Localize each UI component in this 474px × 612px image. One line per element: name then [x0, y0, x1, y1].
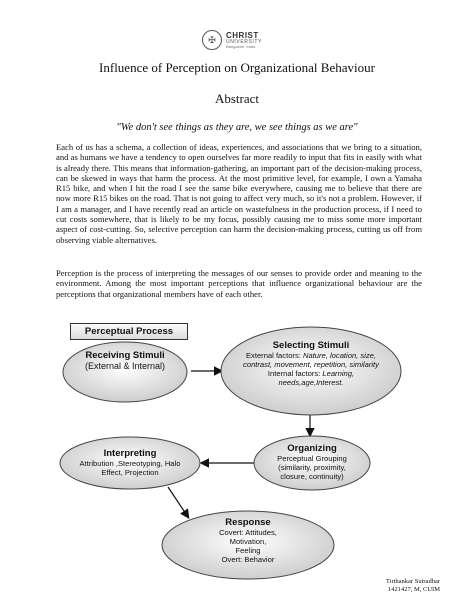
- response-line3: Feeling: [235, 546, 261, 555]
- diagram-title: Perceptual Process: [70, 323, 188, 340]
- author-name: Tirthankar Sutradhar: [385, 578, 440, 585]
- seal-icon: ✠: [202, 30, 222, 50]
- quote: "We don't see things as they are, we see things as we are": [116, 122, 358, 133]
- abstract-heading: Abstract: [214, 91, 260, 106]
- perceptual-process-diagram: [0, 300, 474, 612]
- organizing-title: Organizing: [287, 443, 337, 454]
- author-id: 1421427, M, CUIM: [387, 586, 440, 593]
- organizing-line1: Perceptual Grouping: [277, 454, 347, 463]
- logo-tag: Bangalore, India: [226, 43, 256, 49]
- logo-name: CHRIST: [226, 30, 259, 40]
- logo-sub: UNIVERSITY: [226, 38, 263, 45]
- response-line2: Motivation,: [229, 537, 267, 546]
- paragraph-1: Each of us has a schema, a collection of ideas, experiences, and associations that we bring to a situation, and as humans we have a tendency to open ourselves far more readily to input that fits in easily with what is already there. This means that information-gathering, an important part of the decision-making process, can be skewed in ways that harm the process. At the most primitive level, for example, I own a Yamaha R15 bike, and when I hit the road I see the same bike everywhere, causing me to believe that there are now more R15 bikes on the road. That is not going to affect very much, so it's not a problem. However, if I am a manager, and I have recently read an article on wastefulness in the production process, if I need to cut costs somewhere, that is likely to be my focus, possibly causing me to miss some more important aspect of cost-cutting. So, selective perception can harm the decision-making process, cutting us off from observing viable alternatives.: [56, 142, 422, 245]
- interpreting-line1: Attribution ,Stereotyping, Halo Effect, Projection: [79, 459, 181, 477]
- selecting-int-label: Internal factors:: [267, 369, 321, 378]
- selecting-int-items: Learning, needs,age,Interest.: [278, 369, 355, 387]
- selecting-title: Selecting Stimuli: [272, 340, 350, 351]
- response-line4: Overt: Behavior: [221, 555, 275, 564]
- page-title: Influence of Perception on Organizational Behaviour: [99, 60, 375, 75]
- receiving-sub: (External & Internal): [84, 361, 166, 371]
- organizing-line2: (similarity, proximity, closure, continuity): [278, 463, 346, 481]
- arrow-interpreting-to-response: [168, 487, 188, 517]
- selecting-text: [240, 340, 382, 387]
- university-logo: [202, 28, 276, 52]
- interpreting-text: [78, 448, 182, 477]
- response-line1: Covert: Attitudes,: [219, 528, 277, 537]
- response-title: Response: [225, 517, 271, 528]
- organizing-text: [268, 443, 356, 481]
- receiving-text: [70, 350, 180, 372]
- interpreting-title: Interpreting: [103, 448, 157, 459]
- response-text: [198, 517, 298, 564]
- paragraph-2: Perception is the process of interpreting the messages of our senses to provide order and meaning to the environment. Among the most important perceptions that influence organizational behaviour are the perceptions that organizational members have of each other.: [56, 268, 422, 299]
- diagram-shapes: [0, 300, 474, 612]
- selecting-ext-label: External factors:: [245, 351, 301, 360]
- receiving-title: Receiving Stimuli: [85, 350, 165, 361]
- selecting-ext-items: Nature, location, size, contrast, movement, repetition, similarity: [243, 351, 379, 369]
- author-footer: [350, 578, 440, 594]
